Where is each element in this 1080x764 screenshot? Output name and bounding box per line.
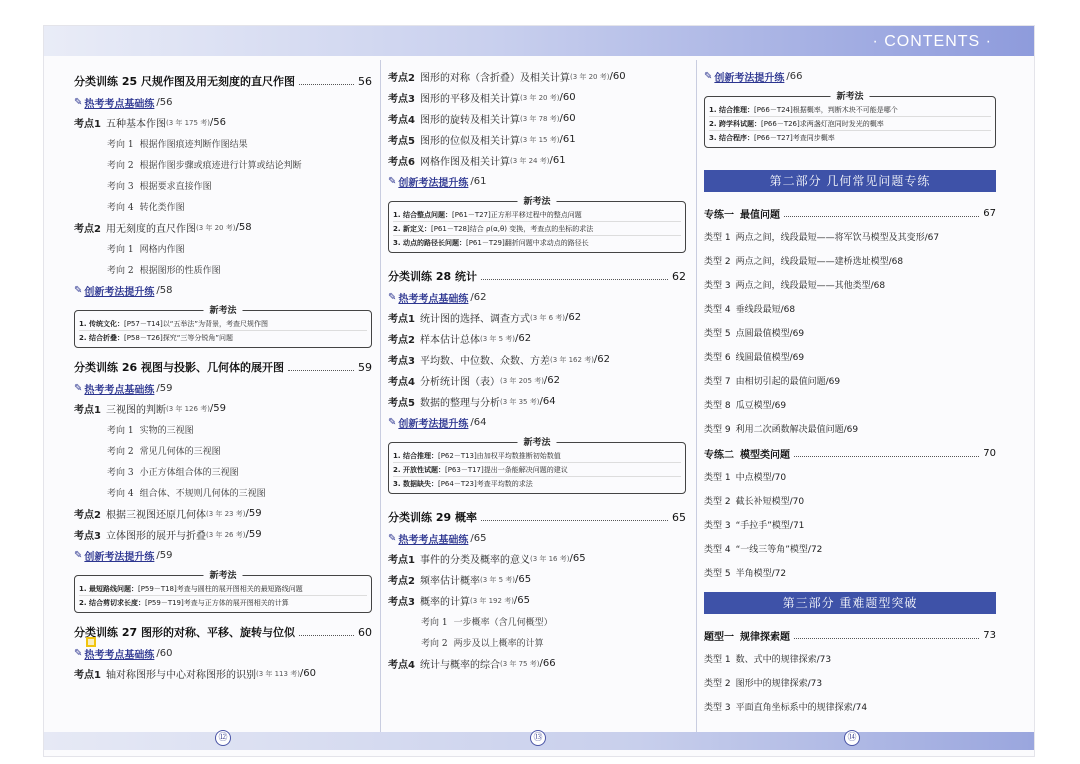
type-item[interactable]: 类型 8 瓜豆模型/69	[704, 400, 787, 411]
sub-point: 考向 3 小正方体组合体的三视图	[107, 468, 239, 478]
key-point[interactable]: 考点5 数据的整理与分析 (3 年 35 考) /64	[388, 396, 556, 409]
key-point[interactable]: 考点4 图形的旋转及相关计算 (3 年 78 考) /60	[388, 113, 576, 126]
part-banner[interactable]: 第二部分 几何常见问题专练	[704, 170, 996, 192]
new-method-box	[74, 571, 372, 613]
page-number: ⑬	[530, 730, 546, 746]
practice-link[interactable]: ✎ 热考考点基础练 /62	[388, 291, 487, 305]
pencil-icon: ✎	[388, 532, 397, 544]
key-point[interactable]: 考点4 分析统计图（表） (3 年 205 考) /62	[388, 375, 561, 388]
box-item: 2. 结合折叠：[P58－T26]探究“三等分锐角”问题	[79, 334, 233, 342]
practice-link[interactable]: ✎ 热考考点基础练 /59	[74, 382, 173, 396]
section-heading[interactable]	[388, 265, 686, 287]
key-point[interactable]: 考点4 统计与概率的综合 (3 年 75 考) /66	[388, 658, 556, 671]
type-item[interactable]: 类型 6 线圆最值模型/69	[704, 352, 805, 363]
dot-leader	[299, 628, 354, 636]
practice-link[interactable]: ✎ 创新考法提升练 /61	[388, 175, 487, 189]
type-item[interactable]: 类型 5 点圆最值模型/69	[704, 328, 805, 339]
type-item[interactable]: 类型 9 利用二次函数解决最值问题/69	[704, 424, 859, 435]
type-item[interactable]: 类型 7 由相切引起的最值问题/69	[704, 376, 841, 387]
key-point[interactable]: 考点1 轴对称图形与中心对称图形的识别 (3 年 113 考) /60	[74, 668, 317, 681]
type-item[interactable]: 类型 3 平面直角坐标系中的规律探索/74	[704, 702, 868, 713]
type-item[interactable]: 类型 1 两点之间，线段最短——将军饮马模型及其变形/67	[704, 232, 940, 243]
toc-column-3	[704, 66, 996, 718]
practice-link[interactable]: ✎ 创新考法提升练 /64	[388, 416, 487, 430]
section-page: 62	[672, 269, 686, 283]
key-point[interactable]: 考点1 事件的分类及概率的意义 (3 年 16 考) /65	[388, 553, 586, 566]
section-title: 分类训练 25 尺规作图及用无刻度的直尺作图	[74, 75, 295, 88]
key-point[interactable]: 考点3 图形的平移及相关计算 (3 年 20 考) /60	[388, 92, 576, 105]
pencil-icon: ✎	[74, 647, 83, 659]
type-item[interactable]: 类型 4 垂线段最短/68	[704, 304, 796, 315]
key-point[interactable]: 考点3 概率的计算 (3 年 192 考) /65	[388, 595, 531, 608]
sub-point: 考向 2 常见几何体的三视图	[107, 447, 221, 457]
new-method-box	[388, 197, 686, 253]
key-point[interactable]: 考点5 图形的位似及相关计算 (3 年 15 考) /61	[388, 134, 576, 147]
box-item: 2. 开放性试题：[P63－T17]提出一条能解决问题的建议	[393, 463, 681, 477]
practice-link[interactable]: ✎ 创新考法提升练 /66	[704, 70, 803, 84]
pencil-icon: ✎	[74, 284, 83, 296]
section-heading[interactable]	[74, 621, 372, 643]
box-item: 1. 结合推理：[P66－T24]根据概率，判断木块不可能是哪个	[709, 103, 991, 117]
practice-link[interactable]: ✎ 创新考法提升练 /58	[74, 284, 173, 298]
pencil-icon: ✎	[74, 549, 83, 561]
dot-leader	[481, 272, 668, 280]
pencil-icon: ✎	[388, 416, 397, 428]
sub-point: 考向 1 网格内作图	[107, 245, 185, 255]
dot-leader	[299, 77, 354, 85]
section-heading[interactable]	[388, 506, 686, 528]
dot-leader	[288, 363, 354, 371]
part-banner[interactable]: 第三部分 重难题型突破	[704, 592, 996, 614]
box-title: 新考法	[517, 194, 556, 207]
sub-point: 考向 1 实物的三视图	[107, 426, 194, 436]
box-item: 2. 跨学科试题：[P66－T26]求两盏灯泡同时发光的概率	[709, 117, 991, 131]
pencil-icon: ✎	[74, 382, 83, 394]
box-item: 2. 新定义：[P61－T28]结合 ρ(α,θ) 变换，考查点的坐标的求法	[393, 222, 681, 236]
type-item[interactable]: 类型 2 截长补短模型/70	[704, 496, 805, 507]
toc-column-1	[74, 66, 372, 684]
sub-point: 考向 4 转化类作图	[107, 203, 185, 213]
section-title: 分类训练 26 视图与投影、几何体的展开图	[74, 361, 284, 374]
sub-point: 考向 4 组合体、不规则几何体的三视图	[107, 489, 266, 499]
section-page: 60	[358, 625, 372, 639]
dot-leader	[784, 209, 979, 217]
section-page: 59	[358, 360, 372, 374]
box-item: 3. 动点的路径长问题：[P61－T29]翻折问题中求动点的路径长	[393, 239, 589, 247]
highlight-marker	[86, 637, 96, 647]
sub-point: 考向 1 根据作图痕迹判断作图结果	[107, 140, 248, 150]
key-point[interactable]: 考点3 立体图形的展开与折叠 (3 年 26 考) /59	[74, 529, 262, 542]
type-item[interactable]: 类型 4 “一线三等角”模型/72	[704, 544, 823, 555]
section-title: 分类训练 27 图形的对称、平移、旋转与位似	[74, 626, 295, 639]
section-title: 分类训练 29 概率	[388, 511, 477, 524]
page-number: ⑭	[844, 730, 860, 746]
key-point[interactable]: 考点2 样本估计总体 (3 年 5 考) /62	[388, 333, 532, 346]
key-point[interactable]: 考点3 平均数、中位数、众数、方差 (3 年 162 考) /62	[388, 354, 611, 367]
column-divider	[380, 60, 381, 732]
box-item: 1. 结合整点问题：[P61－T27]正方形平移过程中的整点问题	[393, 208, 681, 222]
toc-spread	[44, 26, 1034, 756]
section-heading[interactable]	[74, 70, 372, 92]
practice-link[interactable]: ✎ 热考考点基础练 /56	[74, 96, 173, 110]
dot-leader	[794, 631, 979, 639]
section-title: 分类训练 28 统计	[388, 270, 477, 283]
toc-column-2	[388, 66, 686, 674]
section-page: 56	[358, 74, 372, 88]
section-heading[interactable]	[74, 356, 372, 378]
pencil-icon: ✎	[388, 291, 397, 303]
pencil-icon: ✎	[74, 96, 83, 108]
dot-leader	[481, 513, 668, 521]
key-point[interactable]: 考点2 根据三视图还原几何体 (3 年 23 考) /59	[74, 508, 262, 521]
type-item[interactable]: 类型 5 半角模型/72	[704, 568, 787, 579]
sub-point: 考向 2 根据作图步骤或痕迹进行计算或结论判断	[107, 161, 302, 171]
header-bar	[44, 26, 1034, 56]
type-item[interactable]: 类型 2 两点之间，线段最短——建桥选址模型/68	[704, 256, 904, 267]
key-point[interactable]: 考点1 五种基本作图 (3 年 175 考) /56	[74, 117, 227, 130]
box-item: 1. 结合推理：[P62－T13]由加权平均数推断初始数值	[393, 449, 681, 463]
page-number: ⑫	[215, 730, 231, 746]
new-method-box	[74, 306, 372, 348]
practice-link[interactable]: ✎ 创新考法提升练 /59	[74, 549, 173, 563]
box-title: 新考法	[830, 89, 869, 102]
new-method-box	[704, 92, 996, 148]
box-item: 1. 最短路线问题：[P59－T18]考查与圆柱的展开图相关的最短路线问题	[79, 582, 367, 596]
section-page: 65	[672, 510, 686, 524]
key-point[interactable]: 考点1 统计图的选择、调查方式 (3 年 6 考) /62	[388, 312, 582, 325]
contents-label: · CONTENTS ·	[872, 33, 992, 50]
key-point[interactable]: 考点2 频率估计概率 (3 年 5 考) /65	[388, 574, 532, 587]
type-item[interactable]: 类型 2 图形中的规律探索/73	[704, 678, 823, 689]
box-title: 新考法	[203, 303, 242, 316]
key-point[interactable]: 考点2 图形的对称（含折叠）及相关计算 (3 年 20 考) /60	[388, 71, 626, 84]
sub-point: 考向 2 两步及以上概率的计算	[421, 639, 544, 649]
type-item[interactable]: 类型 3 两点之间，线段最短——其他类型/68	[704, 280, 886, 291]
pencil-icon: ✎	[388, 175, 397, 187]
type-item[interactable]: 类型 3 “手拉手”模型/71	[704, 520, 805, 531]
type-item[interactable]: 类型 1 数、式中的规律探索/73	[704, 654, 832, 665]
type-item[interactable]: 类型 1 中点模型/70	[704, 472, 787, 483]
box-title: 新考法	[203, 568, 242, 581]
box-item: 3. 结合程序：[P66－T27]考查同步概率	[709, 134, 835, 142]
sub-point: 考向 1 一步概率（含几何概型）	[421, 618, 553, 628]
box-title: 新考法	[517, 435, 556, 448]
topic-heading[interactable]: 题型一 规律探索题 73	[704, 629, 996, 643]
topic-heading[interactable]: 专练二 模型类问题 70	[704, 447, 996, 461]
sub-point: 考向 3 根据要求直接作图	[107, 182, 212, 192]
box-item: 2. 结合剪切求长度：[P59－T19]考查与正方体的展开图相关的计算	[79, 599, 289, 607]
sub-point: 考向 2 根据图形的性质作图	[107, 266, 221, 276]
column-divider	[696, 60, 697, 732]
box-item: 3. 数据缺失：[P64－T23]考查平均数的求法	[393, 480, 533, 488]
pencil-icon: ✎	[704, 70, 713, 82]
key-point[interactable]: 考点1 三视图的判断 (3 年 126 考) /59	[74, 403, 227, 416]
dot-leader	[794, 449, 979, 457]
topic-heading[interactable]: 专练一 最值问题 67	[704, 207, 996, 221]
box-item: 1. 传统文化：[P57－T14]以“五举法”为背景，考查尺规作图	[79, 317, 367, 331]
key-point[interactable]: 考点6 网格作图及相关计算 (3 年 24 考) /61	[388, 155, 566, 168]
key-point[interactable]: 考点2 用无刻度的直尺作图 (3 年 20 考) /58	[74, 222, 252, 235]
practice-link[interactable]: ✎ 热考考点基础练 /60	[74, 647, 173, 661]
practice-link[interactable]: ✎ 热考考点基础练 /65	[388, 532, 487, 546]
new-method-box	[388, 438, 686, 494]
